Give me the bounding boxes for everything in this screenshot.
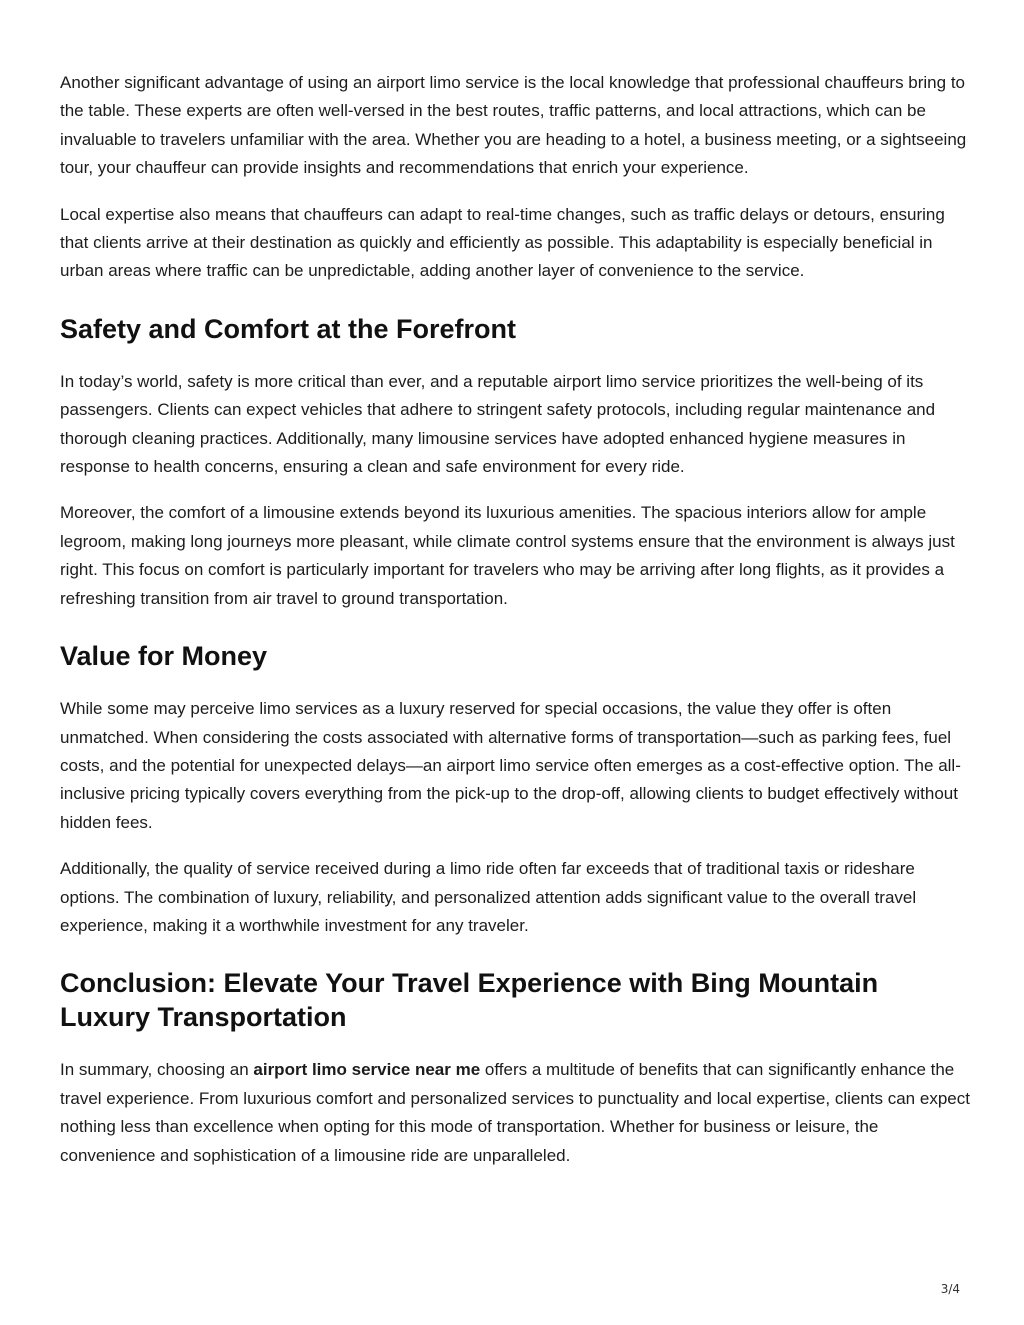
keyword-bold: airport limo service near me	[253, 1060, 481, 1080]
conclusion-text-before: In summary, choosing an	[60, 1060, 254, 1080]
conclusion-paragraph	[60, 1056, 970, 1170]
section-heading: Safety and Comfort at the Forefront	[60, 313, 517, 344]
conclusion-text-after: offers a multitude of benefits that can significantly enhance the travel experience. From luxurious comfort and personalized services to punctuality and local expertise, clients can expect nothing less than excellence when opting for this mode of transportation. Whether for business or leisure, the convenience and sophistication of a limousine ride are unparalleled.	[60, 1060, 970, 1165]
section-heading: Conclusion: Elevate Your Travel Experience with Bing Mountain Luxury Transportation	[60, 968, 879, 1033]
section-safety-comfort	[60, 312, 970, 613]
paragraph: In today’s world, safety is more critical than ever, and a reputable airport limo service prioritizes the well-being of its passengers. Clients can expect vehicles that adhere to stringent safety protocols, including regular maintenance and thorough cleaning practices. Additionally, many limousine services have adopted enhanced hygiene measures in response to health concerns, ensuring a clean and safe environment for every ride.	[60, 371, 936, 477]
paragraph: Local expertise also means that chauffeurs can adapt to real-time changes, such as traffic delays or detours, ensuring that clients arrive at their destination as quickly and efficiently as possible. This adaptability is especially beneficial in urban areas where traffic can be unpredictable, adding another layer of convenience to the service.	[60, 204, 945, 281]
paragraph: Another significant advantage of using an airport limo service is the local knowledge that professional chauffeurs bring to the table. These experts are often well-versed in the best routes, traffic patterns, and local attractions, which can be invaluable to travelers unfamiliar with the area. Whether you are heading to a hotel, a business meeting, or a sightseeing tour, your chauffeur can provide insights and recommendations that enrich your experience.	[60, 73, 967, 178]
section-heading: Value for Money	[60, 641, 268, 672]
document-body	[60, 69, 970, 1188]
section-conclusion	[60, 966, 970, 1170]
paragraph: Moreover, the comfort of a limousine extends beyond its luxurious amenities. The spacious interiors allow for ample legroom, making long journeys more pleasant, while climate control systems ensure that the environment is always just right. This focus on comfort is particularly important for travelers who may be arriving after long flights, as it provides a refreshing transition from air travel to ground transportation.	[60, 503, 955, 608]
section-local-knowledge	[60, 69, 970, 286]
paragraph: While some may perceive limo services as a luxury reserved for special occasions, the value they offer is often unmatched. When considering the costs associated with alternative forms of transportation—such as parking fees, fuel costs, and the potential for unexpected delays—an airport limo service often emerges as a cost-effective option. The all-inclusive pricing typically covers everything from the pick-up to the drop-off, allowing clients to budget effectively without hidden fees.	[60, 699, 961, 832]
paragraph: Additionally, the quality of service received during a limo ride often far exceeds that of traditional taxis or rideshare options. The combination of luxury, reliability, and personalized attention adds significant value to the overall travel experience, making it a worthwhile investment for any traveler.	[60, 859, 917, 935]
page-number: 3/4	[940, 1282, 960, 1296]
section-value-for-money	[60, 639, 970, 940]
